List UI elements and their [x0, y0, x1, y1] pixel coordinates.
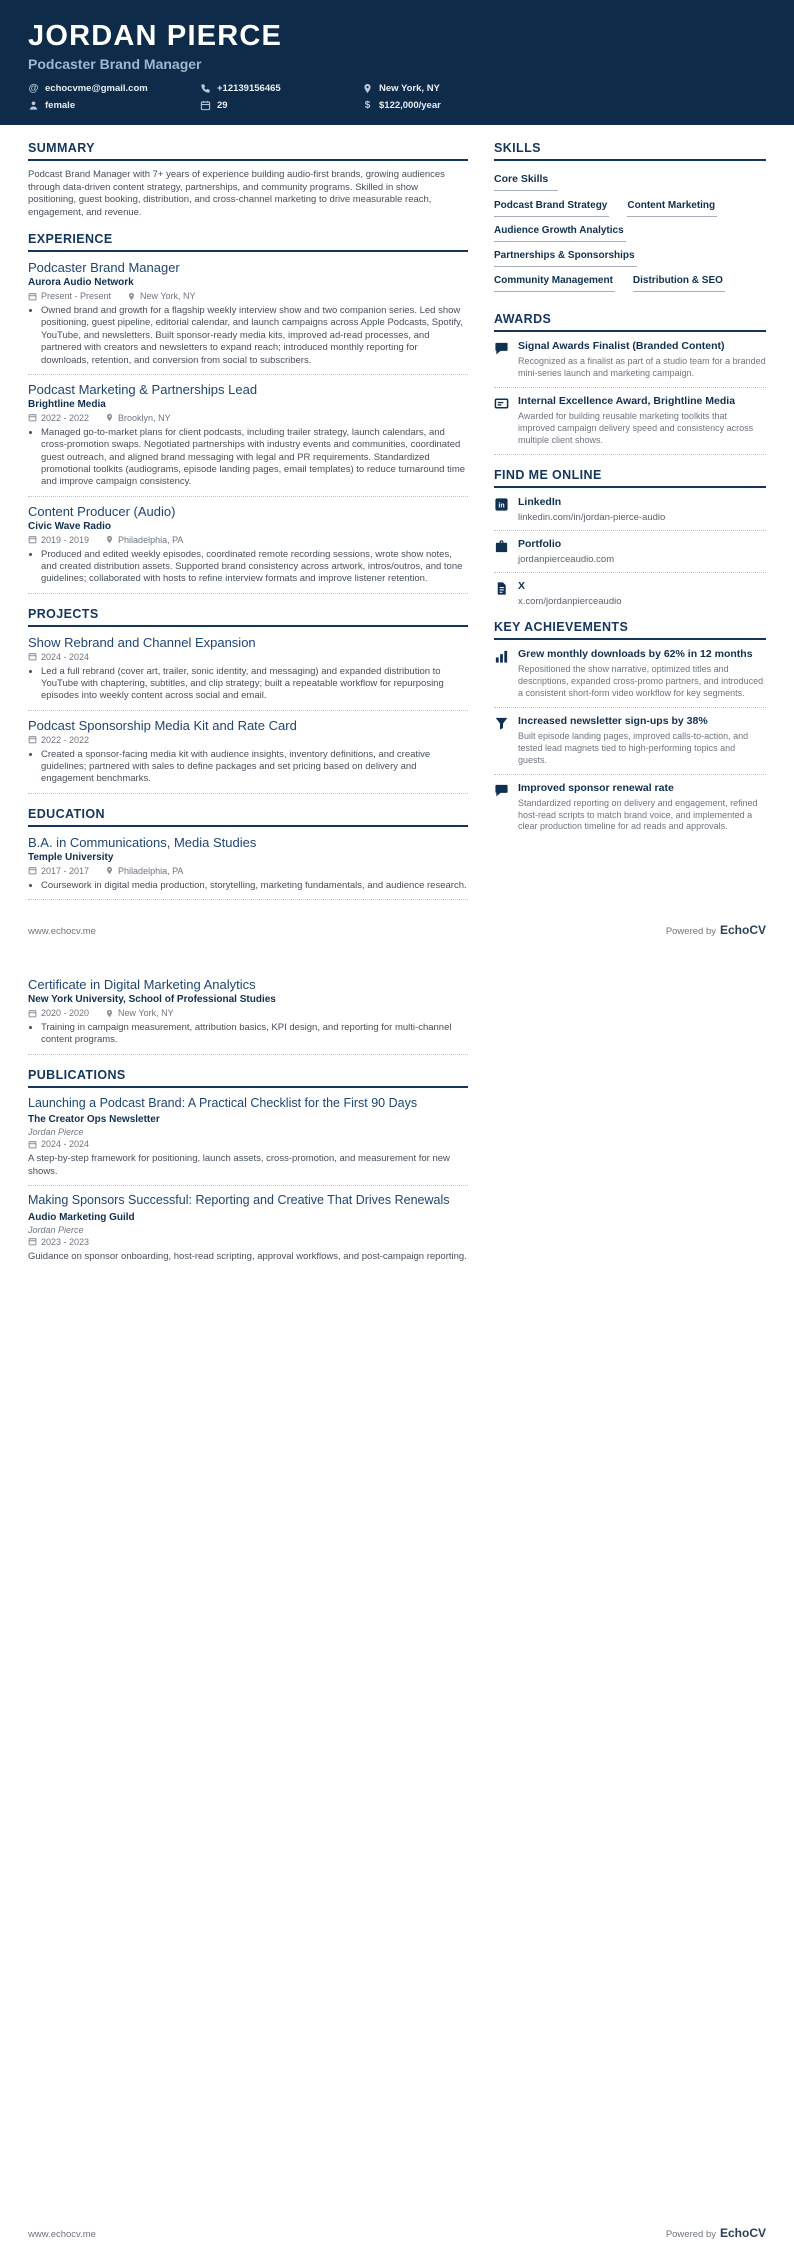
- skills-heading: SKILLS: [494, 141, 766, 161]
- find-me-online-heading: FIND ME ONLINE: [494, 468, 766, 488]
- project-item: [28, 635, 468, 703]
- skills-section: [494, 141, 766, 299]
- contact-salary: $ $122,000/year: [362, 100, 766, 111]
- linkedin-icon: [494, 497, 509, 512]
- key-achievements-section: [494, 620, 766, 833]
- left-column: [28, 977, 468, 1263]
- page-two: [0, 937, 794, 1263]
- award-item: [494, 340, 766, 380]
- achievement-title: Improved sponsor renewal rate: [518, 781, 674, 794]
- left-column: [28, 141, 468, 913]
- skill-tag: Community Management: [494, 274, 615, 292]
- awards-section: [494, 312, 766, 455]
- awards-heading: AWARDS: [494, 312, 766, 332]
- divider: [494, 454, 766, 455]
- achievement-item: [494, 782, 766, 834]
- experience-title: Podcaster Brand Manager: [28, 260, 180, 276]
- experience-bullet: • Managed go-to-market plans for client podcasts, including trailer strategy, launch calendars, and cross-promotion swaps. Negotiated partnerships with industry events and communities, coordinated guest outreach, and aligned brand messaging with legal and PR requirements. Standardized promotional toolkits (audiograms, episode landing pages, email templates) to reduce turnaround time and improve campaign consistency.: [41, 427, 468, 489]
- experience-meta: Present - Present New York, NY: [28, 291, 468, 301]
- skill-group-label: Core Skills: [494, 173, 558, 191]
- experience-title: Podcast Marketing & Partnerships Lead: [28, 381, 258, 397]
- experience-section: [28, 232, 468, 593]
- divider: [28, 793, 468, 794]
- person-job-title: Podcaster Brand Manager: [28, 56, 202, 72]
- summary-text: Podcast Brand Manager with 7+ years of experience building audio-first brands, growing audiences through data-driven content strategy, partnerships, and community programs. Skilled in show positioning, guest booking, distribution, and cross-channel marketing to drive measurable reach, engagement, and revenue.: [28, 169, 445, 218]
- svg-text:in: in: [498, 502, 505, 510]
- publication-title: Making Sponsors Successful: Reporting and Creative That Drives Renewals: [28, 1193, 450, 1207]
- echocv-brand: EchoCV: [719, 923, 766, 937]
- award-description: Recognized as a finalist as part of a studio team for a branded mini-series launch and marketing campaign.: [518, 356, 766, 378]
- profile-url[interactable]: x.com/jordanpierceaudio: [518, 596, 622, 607]
- publications-section: [28, 1068, 468, 1263]
- calendar-icon: [28, 1140, 37, 1149]
- divider: [494, 530, 766, 531]
- profile-label: LinkedIn: [518, 495, 562, 508]
- contact-gender: female: [28, 100, 200, 111]
- footer-site-link[interactable]: www.echocv.me: [28, 926, 96, 937]
- skill-list: [494, 199, 766, 299]
- publication-item: [28, 1096, 468, 1178]
- award-description: Awarded for building reusable marketing toolkits that improved campaign delivery speed and consistency across multiple client shows.: [518, 411, 754, 445]
- phone-icon: [200, 83, 211, 94]
- education-school: New York University, School of Professional Studies: [28, 994, 276, 1005]
- divider: [494, 572, 766, 573]
- online-profile-item[interactable]: [494, 538, 766, 565]
- divider: [494, 707, 766, 708]
- publication-description: A step-by-step framework for positioning, launch assets, cross-promotion, and measurement for new shows.: [28, 1153, 450, 1177]
- projects-section: [28, 607, 468, 794]
- education-item: [28, 977, 468, 1047]
- profile-label: Portfolio: [518, 537, 562, 550]
- education-school: Temple University: [28, 851, 114, 863]
- echocv-brand: EchoCV: [719, 2226, 766, 2240]
- speech-bubble-icon: [494, 783, 509, 798]
- profile-url[interactable]: jordanpierceaudio.com: [518, 553, 615, 565]
- powered-by: Powered by EchoCV: [665, 923, 766, 937]
- location-pin-icon: [105, 866, 114, 875]
- publication-publisher: The Creator Ops Newsletter: [28, 1114, 160, 1126]
- calendar-icon: [28, 866, 37, 875]
- document-icon: [494, 581, 509, 596]
- summary-section: [28, 141, 468, 219]
- project-meta: 2024 - 2024: [28, 652, 468, 662]
- project-bullet: • Led a full rebrand (cover art, trailer, sonic identity, and messaging) and expanded distribution to YouTube with chaptering, subtitles, and clip strategy; built a repeatable workflow for repurposing episodes into weekly content across social and email.: [41, 666, 468, 703]
- education-meta: 2017 - 2017 Philadelphia, PA: [28, 866, 468, 876]
- right-column: [494, 141, 766, 913]
- calendar-icon: [28, 535, 37, 544]
- project-meta: 2022 - 2022: [28, 735, 468, 745]
- publication-description: Guidance on sponsor onboarding, host-read scripting, approval workflows, and post-campaign reporting.: [28, 1250, 467, 1262]
- person-icon: [28, 100, 39, 111]
- experience-item: [28, 382, 468, 489]
- education-meta: 2020 - 2020 New York, NY: [28, 1008, 468, 1018]
- experience-bullet: • Owned brand and growth for a flagship weekly interview show and two companion series. Led show positioning, guest pipeline, editorial calendar, and launch campaigns across Apple Podcasts, Spotify, YouTube, and newsletters. Built sponsor-ready media kits, improved ad-read processes, and partnered with creators and newsletters to expand reach; introduced monthly reporting for downloads, retention, and conversion from social to subscribers.: [41, 305, 468, 367]
- powered-by: Powered by EchoCV: [665, 2226, 766, 2240]
- divider: [28, 710, 468, 711]
- achievement-title: Grew monthly downloads by 62% in 12 months: [518, 648, 753, 660]
- dollar-icon: $: [364, 100, 371, 111]
- location-pin-icon: [105, 1009, 114, 1018]
- publication-title: Launching a Podcast Brand: A Practical Checklist for the First 90 Days: [28, 1095, 418, 1110]
- divider: [494, 774, 766, 775]
- location-pin-icon: [105, 413, 114, 422]
- contact-email[interactable]: @ echocvme@gmail.com: [28, 83, 148, 94]
- find-me-online-section: [494, 468, 766, 607]
- publication-meta: 2024 - 2024: [28, 1139, 468, 1149]
- experience-company: Civic Wave Radio: [28, 520, 111, 532]
- project-item: [28, 718, 468, 786]
- contact-location: New York, NY: [362, 83, 766, 94]
- achievement-description: Repositioned the show narrative, optimized titles and descriptions, expanded cross-promo partners, and introduced a consistent short-form video workflow for key segments.: [518, 664, 764, 698]
- divider: [28, 374, 468, 375]
- education-bullet: • Coursework in digital media production, storytelling, marketing fundamentals, and audience research.: [41, 880, 468, 892]
- publications-heading: PUBLICATIONS: [28, 1068, 468, 1088]
- experience-item: [28, 260, 468, 367]
- divider: [28, 1054, 468, 1055]
- award-item: [494, 395, 766, 447]
- at-icon: @: [28, 83, 39, 94]
- education-item: [28, 835, 468, 892]
- achievement-description: Built episode landing pages, improved calls-to-action, and tested lead magnets tied to high-performing topics and guests.: [518, 730, 749, 765]
- experience-meta: 2019 - 2019 Philadelphia, PA: [28, 535, 468, 545]
- experience-company: Aurora Audio Network: [28, 277, 134, 289]
- project-bullet: • Created a sponsor-facing media kit with audience insights, inventory definitions, and creative guidelines; partnered with sales to define packages and set pricing based on delivery and engagement benchmarks.: [41, 749, 468, 786]
- location-pin-icon: [105, 535, 114, 544]
- location-pin-icon: [362, 83, 373, 94]
- divider: [28, 899, 468, 900]
- experience-meta: 2022 - 2022 Brooklyn, NY: [28, 413, 468, 423]
- location-pin-icon: [127, 292, 136, 301]
- summary-heading: SUMMARY: [28, 141, 468, 161]
- publication-meta: 2023 - 2023: [28, 1237, 468, 1247]
- education-degree: Certificate in Digital Marketing Analytics: [28, 977, 256, 992]
- bar-chart-icon: [494, 649, 509, 664]
- online-profile-item[interactable]: [494, 580, 766, 607]
- page1-footer: [0, 923, 794, 937]
- funnel-icon: [494, 716, 509, 731]
- divider: [28, 593, 468, 594]
- calendar-icon: [200, 100, 211, 111]
- achievement-title: Increased newsletter sign-ups by 38%: [518, 714, 708, 727]
- key-achievements-heading: KEY ACHIEVEMENTS: [494, 620, 766, 640]
- page2-footer: [0, 2226, 794, 2240]
- achievement-item: [494, 648, 766, 700]
- calendar-icon: [28, 292, 37, 301]
- online-profile-item[interactable]: [494, 496, 766, 523]
- calendar-icon: [28, 735, 37, 744]
- experience-heading: EXPERIENCE: [28, 232, 468, 252]
- calendar-icon: [28, 413, 37, 422]
- calendar-icon: [28, 1009, 37, 1018]
- achievement-item: [494, 715, 766, 767]
- publication-item: [28, 1193, 468, 1263]
- publication-author: Jordan Pierce: [28, 1127, 84, 1138]
- skill-tag: Partnerships & Sponsorships: [494, 249, 637, 267]
- certificate-card-icon: [494, 396, 509, 411]
- skill-tag: Audience Growth Analytics: [494, 224, 626, 242]
- speech-bubble-icon: [494, 341, 509, 356]
- education-continued-section: [28, 977, 468, 1055]
- contact-age: 29: [200, 100, 362, 111]
- resume-header: [0, 0, 794, 125]
- profile-url[interactable]: linkedin.com/in/jordan-pierce-audio: [518, 511, 666, 523]
- contact-info: [28, 83, 766, 111]
- education-bullet: • Training in campaign measurement, attribution basics, KPI design, and reporting for multi-channel content programs.: [41, 1022, 468, 1047]
- person-name: JORDAN PIERCE: [28, 20, 283, 52]
- profile-label: X: [518, 579, 526, 592]
- skill-tag: Podcast Brand Strategy: [494, 199, 609, 217]
- experience-title: Content Producer (Audio): [28, 503, 176, 519]
- education-section: [28, 807, 468, 900]
- achievement-description: Standardized reporting on delivery and engagement, refined host-read scripts to match brand voice, and implemented a clear production timeline for ad reads and approvals.: [518, 797, 758, 832]
- divider: [28, 496, 468, 497]
- main-columns: [0, 125, 794, 913]
- divider: [28, 1185, 468, 1186]
- footer-site-link[interactable]: www.echocv.me: [28, 2229, 96, 2240]
- skill-tag: Content Marketing: [627, 199, 717, 217]
- education-heading: EDUCATION: [28, 807, 468, 827]
- project-title: Show Rebrand and Channel Expansion: [28, 634, 256, 650]
- publication-publisher: Audio Marketing Guild: [28, 1211, 135, 1223]
- skill-tag: Distribution & SEO: [633, 274, 725, 292]
- award-title: Internal Excellence Award, Brightline Media: [518, 394, 736, 407]
- projects-heading: PROJECTS: [28, 607, 468, 627]
- calendar-icon: [28, 1237, 37, 1246]
- education-degree: B.A. in Communications, Media Studies: [28, 834, 257, 850]
- project-title: Podcast Sponsorship Media Kit and Rate Card: [28, 717, 297, 733]
- award-title: Signal Awards Finalist (Branded Content): [518, 340, 725, 352]
- divider: [494, 387, 766, 388]
- experience-bullet: • Produced and edited weekly episodes, coordinated remote recording sessions, wrote show notes, and created distribution assets. Supported brand consistency across artwork, intros/outros, and tone guidelines; collaborated with hosts to refine interview formats and improve listener retention.: [41, 549, 468, 586]
- publication-author: Jordan Pierce: [28, 1224, 84, 1235]
- briefcase-icon: [494, 539, 509, 554]
- calendar-icon: [28, 652, 37, 661]
- contact-phone[interactable]: +12139156465: [200, 83, 362, 94]
- experience-company: Brightline Media: [28, 398, 106, 410]
- experience-item: [28, 504, 468, 586]
